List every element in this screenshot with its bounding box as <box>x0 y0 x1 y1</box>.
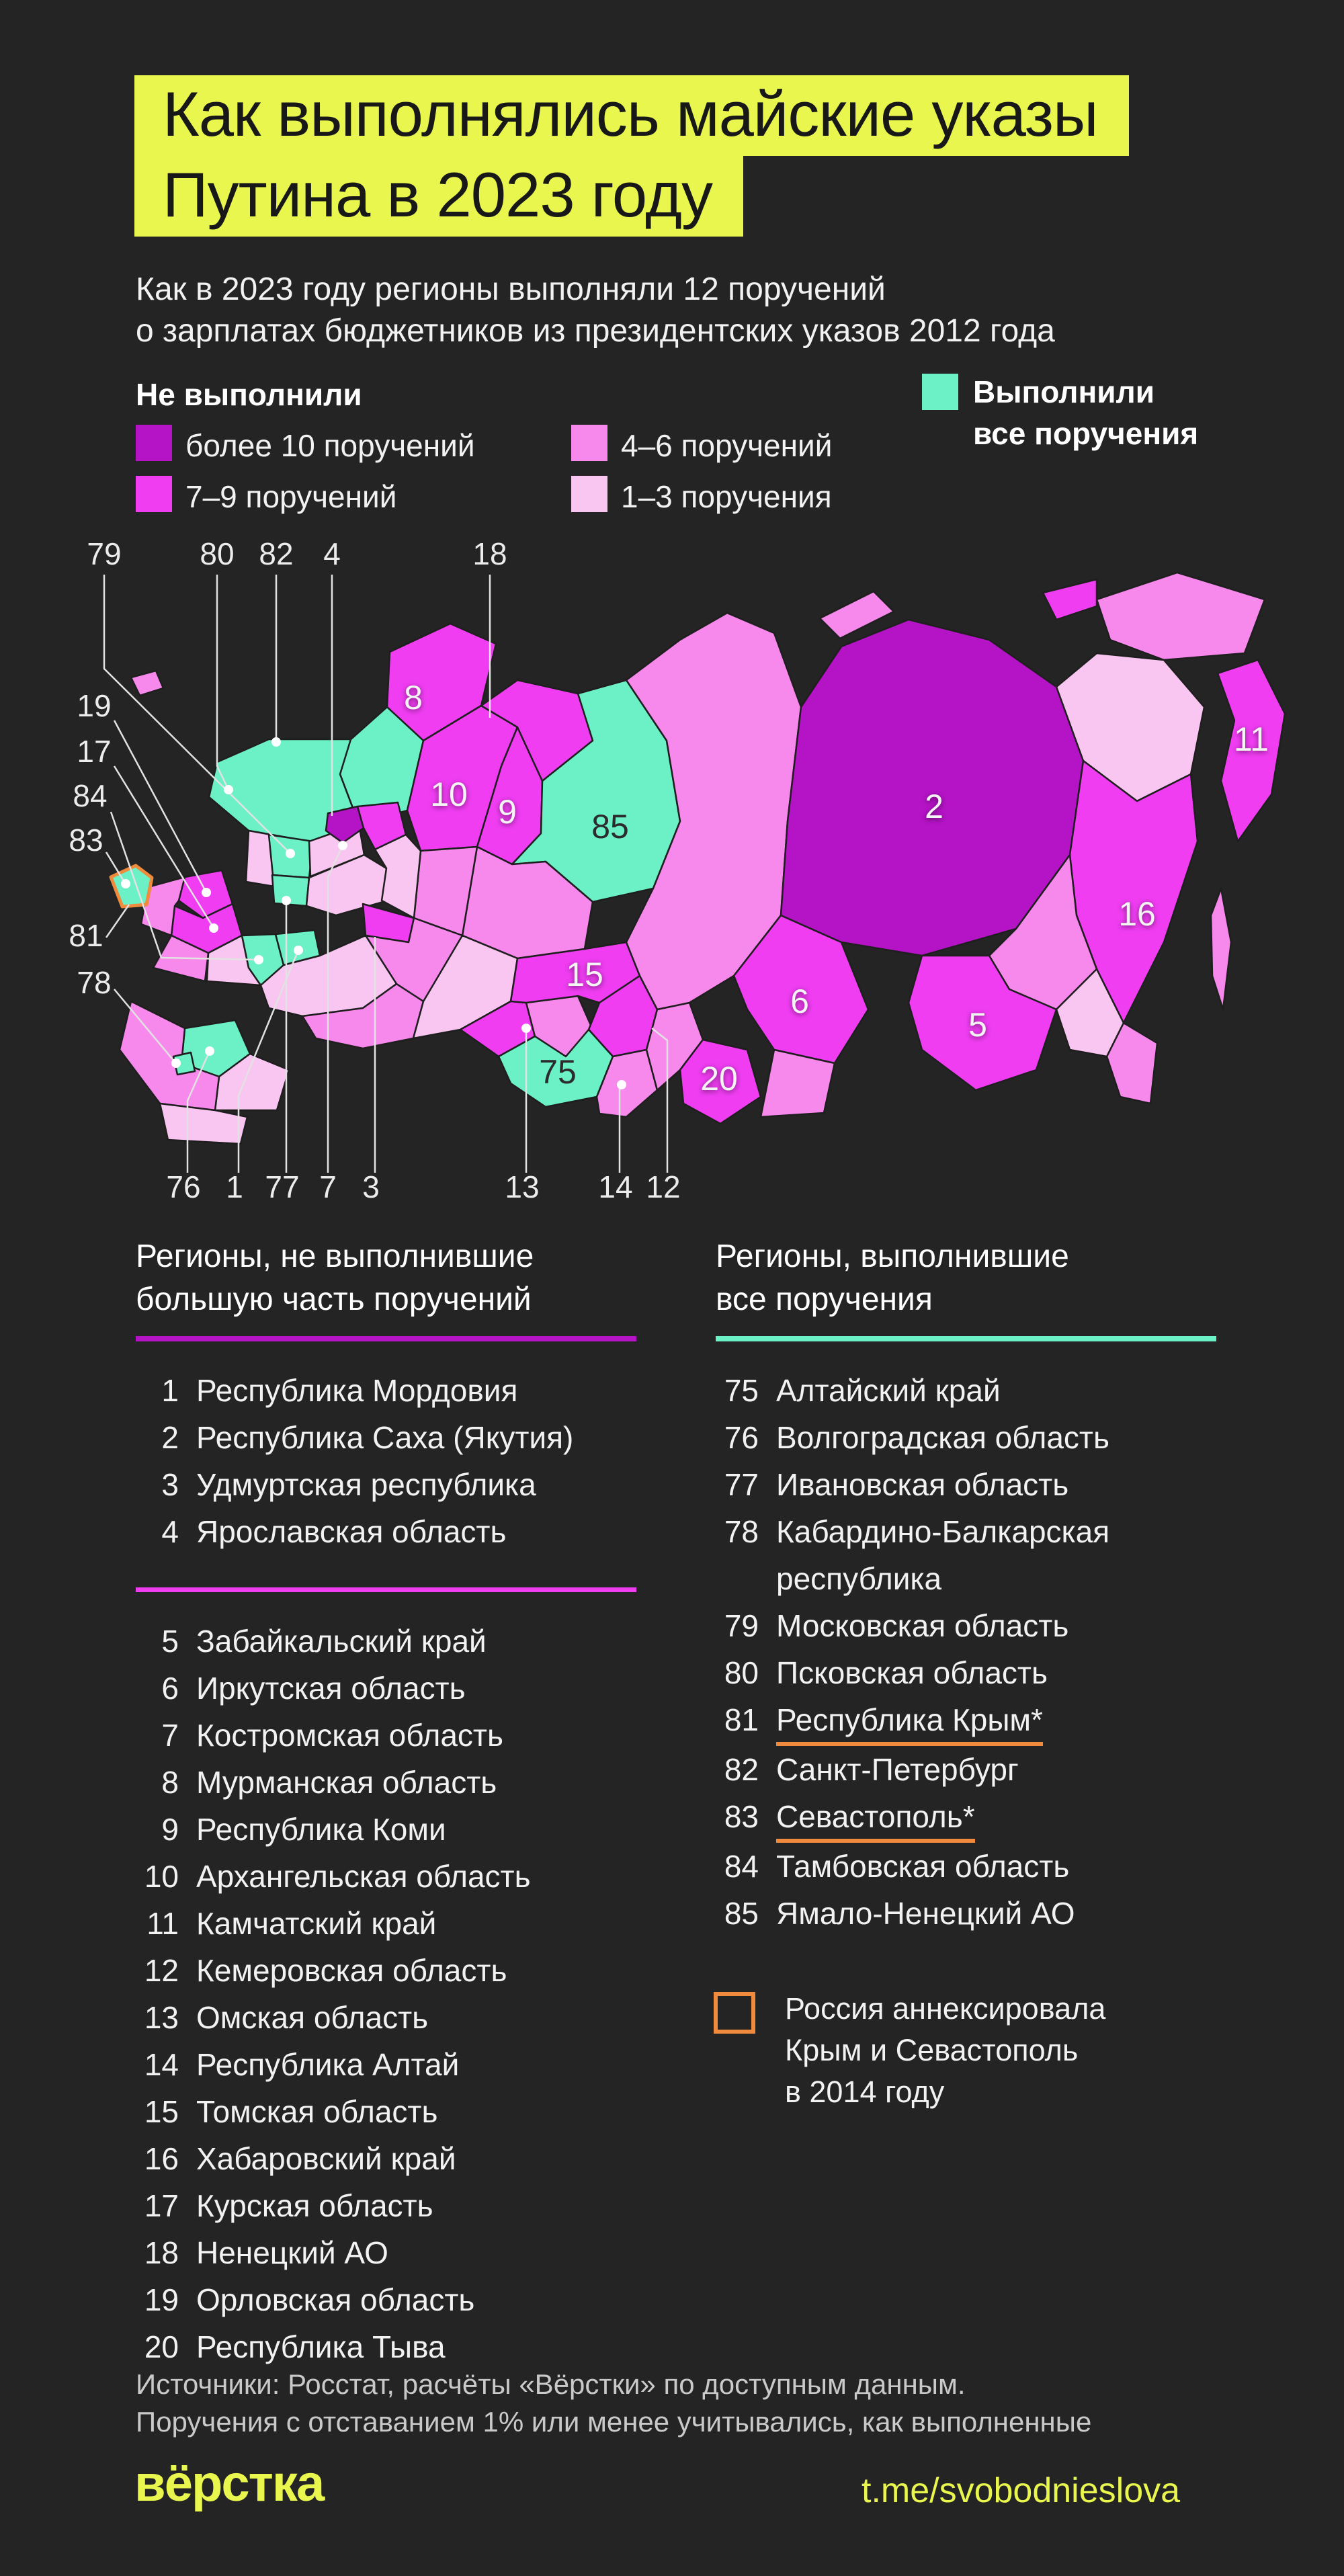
list-item-region-name: Кабардино-Балкарская республика <box>776 1514 1110 1596</box>
map-region-number-75: 75 <box>539 1053 577 1091</box>
list-item-region-name: Ивановская область <box>776 1467 1069 1502</box>
list-item-region-name: Мурманская область <box>196 1765 497 1800</box>
list-item-15 <box>136 2088 646 2135</box>
list-not-fulfilled-rule <box>136 1336 636 1341</box>
list-item-77 <box>716 1461 1226 1508</box>
map-callout-number-80: 80 <box>200 536 235 571</box>
russia-choropleth-map <box>47 538 1310 1220</box>
map-callout-number-81: 81 <box>69 918 103 953</box>
sources-line1: Источники: Росстат, расчёты «Вёрстки» по доступным данным. <box>136 2368 966 2400</box>
list-group-divider <box>136 1587 636 1592</box>
list-item-region-name: Иркутская область <box>196 1671 466 1706</box>
list-item-79 <box>716 1602 1226 1649</box>
list-item-78 <box>716 1508 1226 1602</box>
list-item-region-name: Республика Мордовия <box>196 1373 518 1408</box>
list-fulfilled-rule <box>716 1336 1216 1341</box>
list-item-number: 78 <box>724 1514 759 1549</box>
list-item-number: 11 <box>146 1906 179 1941</box>
list-item-number: 18 <box>144 2235 179 2270</box>
list-item-number: 75 <box>724 1373 759 1408</box>
list-item-3 <box>136 1461 646 1508</box>
list-item-81 <box>716 1696 1226 1746</box>
list-item-76 <box>716 1414 1226 1461</box>
page-title-line2: Путина в 2023 году <box>134 156 743 237</box>
list-item-number: 1 <box>161 1373 179 1408</box>
list-item-4 <box>136 1508 646 1555</box>
map-callout-number-13: 13 <box>505 1169 540 1204</box>
map-region-number-9: 9 <box>498 793 517 831</box>
list-group-7-9 <box>136 1618 646 2370</box>
list-item-80 <box>716 1649 1226 1696</box>
list-item-number: 20 <box>144 2329 179 2364</box>
list-item-14 <box>136 2041 646 2088</box>
list-item-9 <box>136 1806 646 1853</box>
legend-label-7-9: 7–9 поручений <box>185 479 397 514</box>
subtitle-line1: Как в 2023 году регионы выполняли 12 поручений <box>136 272 886 307</box>
list-item-number: 9 <box>161 1812 179 1847</box>
list-item-number: 12 <box>144 1953 179 1988</box>
map-region-number-10: 10 <box>430 776 468 813</box>
list-item-number: 76 <box>724 1420 759 1455</box>
map-callout-number-17: 17 <box>77 734 112 769</box>
list-item-20 <box>136 2323 646 2370</box>
list-fulfilled-items <box>716 1367 1226 1937</box>
list-item-region-name: Кемеровская область <box>196 1953 507 1988</box>
list-item-12 <box>136 1947 646 1994</box>
list-item-region-name: Республика Тыва <box>196 2329 446 2364</box>
list-item-region-name: Ямало-Ненецкий АО <box>776 1896 1075 1931</box>
list-item-region-name: Ненецкий АО <box>196 2235 388 2270</box>
list-item-region-name: Алтайский край <box>776 1373 1001 1408</box>
annex-note-line2: Крым и Севастополь <box>785 2033 1079 2067</box>
list-item-region-name: Забайкальский край <box>196 1624 487 1659</box>
legend-done-title-line2: все поручения <box>973 416 1199 451</box>
map-callout-number-7: 7 <box>319 1169 337 1204</box>
list-item-number: 5 <box>161 1624 179 1659</box>
list-item-region-name: Курская область <box>196 2188 433 2223</box>
annex-note-text <box>785 1988 1202 2113</box>
legend-not-done-title: Не выполнили <box>136 377 362 412</box>
map-callout-number-82: 82 <box>259 536 294 571</box>
list-item-region-name: Удмуртская республика <box>196 1467 536 1502</box>
list-item-number: 14 <box>144 2047 179 2082</box>
list-item-region-name: Волгоградская область <box>776 1420 1109 1455</box>
map-callout-number-18: 18 <box>472 536 507 571</box>
list-item-10 <box>136 1853 646 1900</box>
list-item-83 <box>716 1793 1226 1843</box>
list-item-region-name: Республика Алтай <box>196 2047 460 2082</box>
list-item-region-name: Хабаровский край <box>196 2141 456 2176</box>
list-item-7 <box>136 1712 646 1759</box>
list-item-region-name: Камчатский край <box>196 1906 437 1941</box>
map-region-number-6: 6 <box>790 983 809 1020</box>
list-item-number: 3 <box>161 1467 179 1502</box>
annex-square-icon <box>714 1992 755 2034</box>
map-region-number-20: 20 <box>700 1060 738 1097</box>
map-region-number-2: 2 <box>925 788 943 825</box>
list-item-region-name: Московская область <box>776 1608 1069 1643</box>
list-item-region-name: Республика Крым* <box>776 1699 1043 1746</box>
list-item-number: 79 <box>724 1608 759 1643</box>
list-item-number: 13 <box>144 2000 179 2035</box>
verstka-logo: вёрстка <box>134 2455 324 2512</box>
list-item-number: 85 <box>724 1896 759 1931</box>
list-item-18 <box>136 2229 646 2276</box>
map-callout-number-4: 4 <box>323 536 341 571</box>
list-item-1 <box>136 1367 646 1414</box>
legend-swatch-4-6 <box>571 425 607 461</box>
legend-label-1-3: 1–3 поручения <box>621 479 832 514</box>
list-fulfilled <box>716 1235 1226 1937</box>
map-callout-number-3: 3 <box>362 1169 380 1204</box>
map-region-number-16: 16 <box>1118 895 1156 933</box>
legend-swatch-more10 <box>136 425 172 461</box>
page-title-line1: Как выполнялись майские указы <box>134 75 1129 156</box>
map-region-number-15: 15 <box>566 956 603 993</box>
annex-note <box>714 1988 1202 2113</box>
annex-note-line1: Россия аннексировала <box>785 1991 1106 2026</box>
list-item-19 <box>136 2276 646 2323</box>
list-item-84 <box>716 1843 1226 1890</box>
list-item-number: 4 <box>161 1514 179 1549</box>
list-item-region-name: Омская область <box>196 2000 429 2035</box>
list-item-5 <box>136 1618 646 1665</box>
map-callout-number-83: 83 <box>69 823 103 858</box>
list-item-number: 8 <box>161 1765 179 1800</box>
list-item-number: 19 <box>144 2282 179 2317</box>
list-item-11 <box>136 1900 646 1947</box>
list-item-number: 83 <box>724 1799 759 1834</box>
list-item-region-name: Тамбовская область <box>776 1849 1070 1884</box>
list-item-number: 7 <box>161 1718 179 1753</box>
legend-done-title-line1: Выполнили <box>973 374 1155 409</box>
list-not-fulfilled-title-line2: большую часть поручений <box>136 1282 532 1317</box>
page-title <box>134 75 1129 237</box>
legend-swatch-7-9 <box>136 476 172 512</box>
list-item-8 <box>136 1759 646 1806</box>
list-fulfilled-title-line2: все поручения <box>716 1282 933 1317</box>
list-item-75 <box>716 1367 1226 1414</box>
list-item-17 <box>136 2182 646 2229</box>
list-item-number: 10 <box>144 1859 179 1894</box>
list-item-number: 77 <box>724 1467 759 1502</box>
sources-note <box>136 2366 1091 2441</box>
legend-swatch-1-3 <box>571 476 607 512</box>
map-callout-number-14: 14 <box>598 1169 633 1204</box>
list-item-85 <box>716 1890 1226 1937</box>
list-item-region-name: Республика Коми <box>196 1812 446 1847</box>
map-overlay <box>47 538 1310 1220</box>
map-region-number-11: 11 <box>1234 720 1269 758</box>
list-item-number: 82 <box>724 1752 759 1787</box>
list-item-number: 17 <box>144 2188 179 2223</box>
map-callout-number-12: 12 <box>646 1169 681 1204</box>
list-item-82 <box>716 1746 1226 1793</box>
list-not-fulfilled <box>136 1235 646 2370</box>
list-item-region-name: Архангельская область <box>196 1859 531 1894</box>
list-item-region-name: Ярославская область <box>196 1514 507 1549</box>
list-item-2 <box>136 1414 646 1461</box>
list-item-16 <box>136 2135 646 2182</box>
map-callout-number-19: 19 <box>77 688 112 723</box>
map-callout-number-78: 78 <box>77 965 112 1000</box>
list-item-region-name: Костромская область <box>196 1718 503 1753</box>
list-item-number: 80 <box>724 1655 759 1690</box>
sources-line2: Поручения с отставанием 1% или менее учитывались, как выполненные <box>136 2406 1092 2438</box>
list-not-fulfilled-title-line1: Регионы, не выполнившие <box>136 1239 534 1274</box>
list-item-number: 16 <box>144 2141 179 2176</box>
subtitle-line2: о зарплатах бюджетников из президентских указов 2012 года <box>136 313 1055 349</box>
map-callout-number-77: 77 <box>265 1169 300 1204</box>
map-callout-number-76: 76 <box>166 1169 201 1204</box>
list-item-number: 2 <box>161 1420 179 1455</box>
list-item-6 <box>136 1665 646 1712</box>
legend-label-more10: более 10 поручений <box>185 428 475 463</box>
list-item-region-name: Санкт-Петербург <box>776 1752 1019 1787</box>
subtitle <box>136 269 1055 352</box>
list-item-region-name: Севастополь* <box>776 1796 975 1843</box>
list-item-number: 84 <box>724 1849 759 1884</box>
list-item-number: 6 <box>161 1671 179 1706</box>
annex-note-line3: в 2014 году <box>785 2075 945 2109</box>
list-item-number: 15 <box>144 2094 179 2129</box>
map-callout-number-79: 79 <box>87 536 122 571</box>
list-item-region-name: Томская область <box>196 2094 438 2129</box>
list-item-region-name: Республика Саха (Якутия) <box>196 1420 574 1455</box>
list-item-number: 81 <box>724 1702 759 1737</box>
list-item-region-name: Орловская область <box>196 2282 475 2317</box>
telegram-link[interactable]: t.me/svobodnieslova <box>862 2471 1181 2510</box>
list-item-13 <box>136 1994 646 2041</box>
legend-swatch-done <box>922 374 958 410</box>
map-callout-number-84: 84 <box>73 778 108 813</box>
map-region-number-5: 5 <box>968 1006 987 1044</box>
list-fulfilled-title-line1: Регионы, выполнившие <box>716 1239 1069 1274</box>
list-item-region-name: Псковская область <box>776 1655 1048 1690</box>
map-region-number-85: 85 <box>591 808 629 845</box>
list-group-more10 <box>136 1367 646 1555</box>
map-region-number-8: 8 <box>404 679 423 716</box>
legend-label-4-6: 4–6 поручений <box>621 428 833 463</box>
map-callout-number-1: 1 <box>226 1169 243 1204</box>
